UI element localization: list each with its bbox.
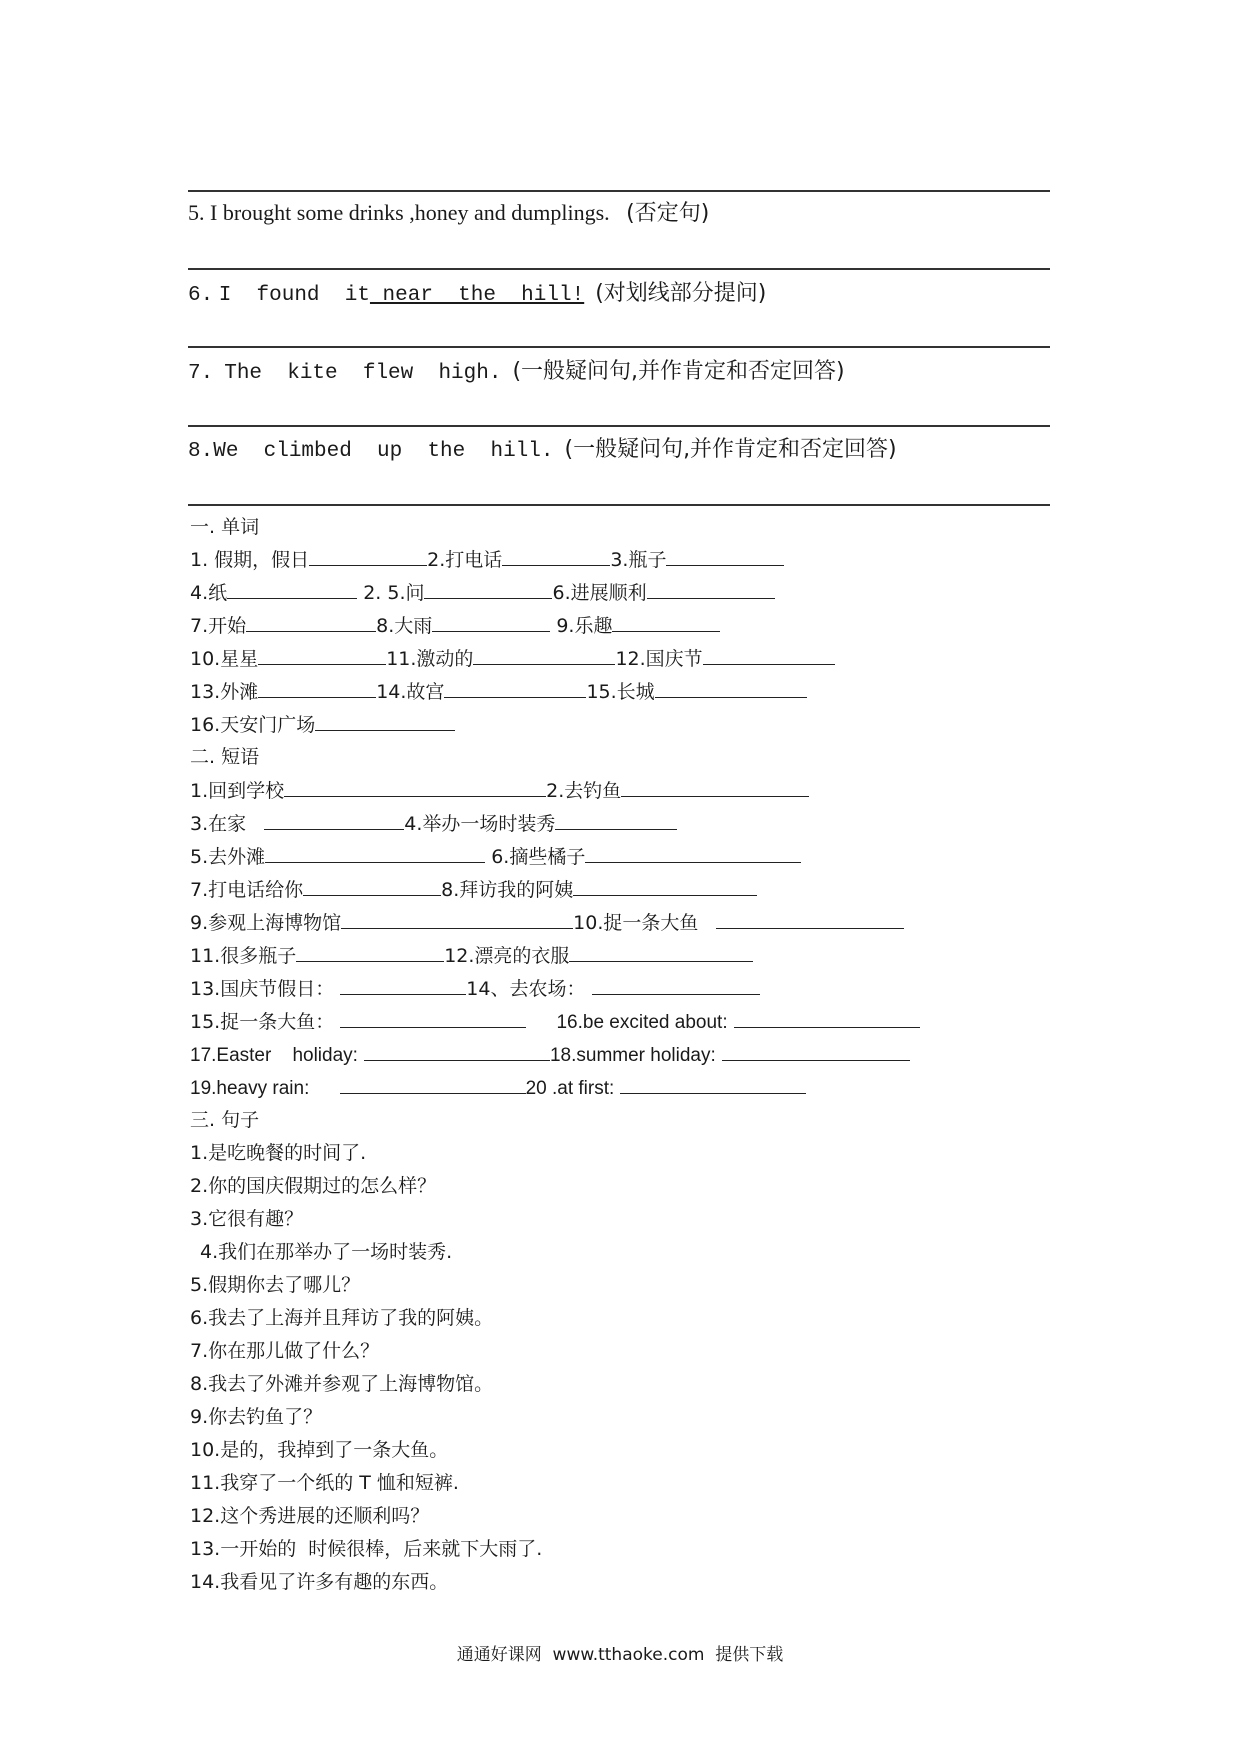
sentence-item: 6.我去了上海并且拜访了我的阿姨。 xyxy=(190,1307,494,1329)
answer-blank xyxy=(309,546,427,566)
phrase-item: 12.漂亮的衣服 xyxy=(444,945,570,967)
sentence-item: 3.它很有趣？ xyxy=(190,1208,304,1230)
answer-blank xyxy=(364,1041,550,1061)
answer-blank xyxy=(340,1008,526,1028)
phrase-item: 13.国庆节假日： xyxy=(190,978,335,1000)
phrases-row xyxy=(190,876,757,903)
answer-blank xyxy=(473,645,615,665)
answer-blank xyxy=(555,810,677,830)
word-item: 2.打电话 xyxy=(427,549,503,571)
phrase-item: 3.在家 xyxy=(190,813,247,835)
answer-line xyxy=(188,425,1050,427)
question-text: I brought some drinks ,honey and dumplings. xyxy=(210,200,610,225)
answer-blank xyxy=(444,678,586,698)
answer-blank xyxy=(620,1074,806,1094)
question-text: I found it xyxy=(218,284,370,307)
words-row xyxy=(190,645,835,672)
phrase-item: 2.去钓鱼 xyxy=(546,780,622,802)
phrases-row xyxy=(190,975,760,1002)
question-text: The kite flew high. xyxy=(224,362,502,385)
word-item: 2. 5.问 xyxy=(363,582,425,604)
question-number: 5. xyxy=(188,200,205,225)
answer-blank xyxy=(296,942,444,962)
answer-blank xyxy=(592,975,760,995)
question-number: 6. xyxy=(188,284,214,307)
question-7 xyxy=(188,356,845,389)
phrases-row xyxy=(190,1041,910,1069)
page-footer: 通通好课网 www.tthaoke.com 提供下载 xyxy=(456,1645,784,1665)
answer-blank xyxy=(621,777,809,797)
answer-blank xyxy=(716,909,904,929)
answer-blank xyxy=(340,975,466,995)
sentence-item: 1.是吃晚餐的时间了. xyxy=(190,1142,367,1164)
answer-blank xyxy=(612,612,720,632)
word-item: 12.国庆节 xyxy=(615,648,703,670)
word-item: 3.瓶子 xyxy=(610,549,667,571)
word-item: 16.天安门广场 xyxy=(190,714,316,736)
word-item: 8.大雨 xyxy=(376,615,433,637)
sentence-item: 4.我们在那举办了一场时装秀. xyxy=(200,1241,453,1263)
section-heading-words: 一. 单词 xyxy=(190,516,260,538)
answer-blank xyxy=(432,612,550,632)
question-instruction: (一般疑问句,并作肯定和否定回答) xyxy=(512,359,845,384)
answer-blank xyxy=(341,909,573,929)
question-number: 8. xyxy=(188,440,214,463)
sentence-item: 12.这个秀进展的还顺利吗？ xyxy=(190,1505,430,1527)
answer-line xyxy=(188,268,1050,270)
sentence-item: 8.我去了外滩并参观了上海博物馆。 xyxy=(190,1373,494,1395)
answer-blank xyxy=(569,942,753,962)
answer-blank xyxy=(284,777,546,797)
phrase-item: 1.回到学校 xyxy=(190,780,285,802)
sentence-item: 2.你的国庆假期过的怎么样？ xyxy=(190,1175,437,1197)
phrases-row xyxy=(190,942,753,969)
answer-blank xyxy=(258,645,386,665)
answer-blank xyxy=(573,876,757,896)
answer-blank xyxy=(264,810,404,830)
sentence-item: 5.假期你去了哪儿？ xyxy=(190,1274,361,1296)
answer-blank xyxy=(258,678,376,698)
phrases-row xyxy=(190,777,809,804)
phrase-item: 18.summer holiday: xyxy=(549,1045,716,1066)
word-item: 4.纸 xyxy=(190,582,228,604)
answer-blank xyxy=(655,678,807,698)
word-item: 13.外滩 xyxy=(190,681,259,703)
answer-blank xyxy=(227,579,357,599)
answer-line xyxy=(188,504,1050,506)
words-row xyxy=(190,612,720,639)
word-item: 6.进展顺利 xyxy=(552,582,647,604)
phrases-row xyxy=(190,1074,806,1102)
answer-blank xyxy=(315,711,455,731)
answer-blank xyxy=(265,843,485,863)
answer-blank xyxy=(585,843,801,863)
sentence-item: 14.我看见了许多有趣的东西。 xyxy=(190,1571,449,1593)
question-instruction: (否定句) xyxy=(626,201,710,226)
phrases-row xyxy=(190,1008,920,1036)
word-item: 10.星星 xyxy=(190,648,259,670)
phrase-item: 4.举办一场时装秀 xyxy=(404,813,556,835)
phrase-item: 19.heavy rain: xyxy=(190,1078,310,1099)
word-item: 9.乐趣 xyxy=(556,615,613,637)
phrase-item: 9.参观上海博物馆 xyxy=(190,912,342,934)
phrases-row xyxy=(190,909,904,936)
question-6 xyxy=(188,278,766,311)
answer-line xyxy=(188,190,1050,192)
phrase-item: 5.去外滩 xyxy=(190,846,266,868)
answer-blank xyxy=(502,546,610,566)
words-row xyxy=(190,546,784,573)
word-item: 15.长城 xyxy=(586,681,655,703)
phrases-row xyxy=(190,843,801,870)
answer-blank xyxy=(703,645,835,665)
phrase-item: 16.be excited about: xyxy=(556,1012,728,1033)
phrase-item: 20 .at first: xyxy=(525,1078,615,1099)
words-row xyxy=(190,579,775,606)
question-number: 7. xyxy=(188,362,214,385)
phrase-item: 8.拜访我的阿姨 xyxy=(441,879,574,901)
answer-blank xyxy=(647,579,775,599)
answer-blank xyxy=(666,546,784,566)
phrase-item: 11.很多瓶子 xyxy=(190,945,297,967)
question-instruction: (对划线部分提问) xyxy=(595,281,767,306)
sentence-item: 13.一开始的 时候很棒，后来就下大雨了. xyxy=(190,1538,543,1560)
phrases-row xyxy=(190,810,677,837)
answer-blank xyxy=(734,1008,920,1028)
section-heading-sentences: 三. 句子 xyxy=(190,1109,260,1131)
question-instruction: (一般疑问句,并作肯定和否定回答) xyxy=(564,437,897,462)
word-item: 7.开始 xyxy=(190,615,247,637)
answer-blank xyxy=(246,612,376,632)
section-heading-phrases: 二. 短语 xyxy=(190,746,260,768)
word-item: 11.激动的 xyxy=(386,648,474,670)
phrase-item: 10.捉一条大鱼 xyxy=(573,912,699,934)
phrase-item: 6.摘些橘子 xyxy=(491,846,586,868)
word-item: 14.故宫 xyxy=(376,681,445,703)
question-5 xyxy=(188,198,709,229)
answer-blank xyxy=(424,579,552,599)
words-row xyxy=(190,711,455,738)
word-item: 1. 假期，假日 xyxy=(190,549,310,571)
underlined-part: near the hill! xyxy=(369,284,585,307)
answer-blank xyxy=(340,1074,526,1094)
sentence-item: 9.你去钓鱼了？ xyxy=(190,1406,323,1428)
question-8 xyxy=(188,434,897,467)
sentence-item: 10.是的，我掉到了一条大鱼。 xyxy=(190,1439,449,1461)
answer-blank xyxy=(722,1041,910,1061)
question-text: We climbed up the hill. xyxy=(213,440,554,463)
sentence-item: 11.我穿了一个纸的 T 恤和短裤. xyxy=(190,1472,459,1494)
phrase-item: 14、去农场： xyxy=(466,978,586,1000)
phrase-item: 17.Easter holiday: xyxy=(190,1045,358,1066)
sentence-item: 7.你在那儿做了什么？ xyxy=(190,1340,380,1362)
answer-blank xyxy=(303,876,441,896)
words-row xyxy=(190,678,807,705)
phrase-item: 15.捉一条大鱼： xyxy=(190,1011,335,1033)
phrase-item: 7.打电话给你 xyxy=(190,879,304,901)
answer-line xyxy=(188,346,1050,348)
